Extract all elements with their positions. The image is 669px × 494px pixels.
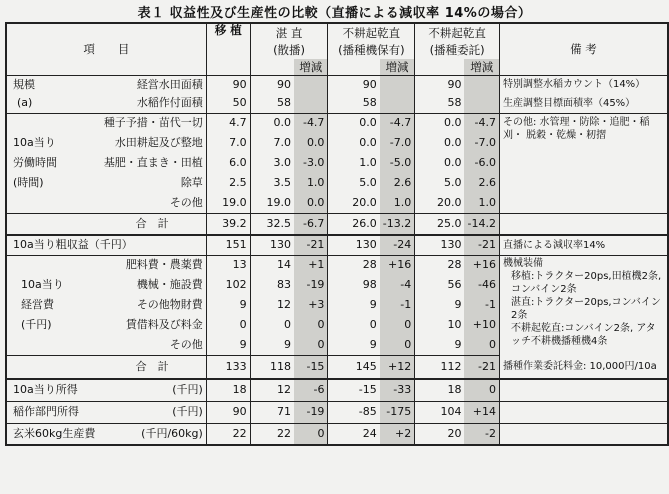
cell: 20 bbox=[415, 423, 465, 445]
cell: 118 bbox=[250, 355, 294, 379]
cell: 9 bbox=[206, 295, 250, 315]
cell-change: -33 bbox=[380, 379, 415, 401]
header-notill-outsourced-1: 不耕起乾直 bbox=[415, 23, 500, 41]
cell-change: +14 bbox=[464, 401, 499, 423]
cell-change: -21 bbox=[294, 235, 328, 255]
cell-change: 0 bbox=[380, 315, 415, 335]
cell: 7.0 bbox=[206, 133, 250, 153]
cost-label-2: 経営費 bbox=[21, 298, 54, 311]
header-remarks: 備 考 bbox=[499, 23, 668, 75]
cost-remark-transplant: 移植:トラクター20ps,田植機2条,コンバイン2条 bbox=[510, 270, 662, 295]
row-name: 水稲作付面積 bbox=[98, 94, 206, 113]
header-transplant: 移 植 bbox=[206, 23, 250, 75]
comparison-table bbox=[5, 22, 669, 446]
cell-change: -24 bbox=[380, 235, 415, 255]
cell-change: 0 bbox=[380, 335, 415, 355]
cell: -15 bbox=[328, 379, 380, 401]
cell: -85 bbox=[328, 401, 380, 423]
cell: 90 bbox=[206, 75, 250, 94]
cell: 98 bbox=[328, 275, 380, 295]
cell: 90 bbox=[250, 75, 294, 94]
cell-change: 1.0 bbox=[380, 193, 415, 213]
cell: 9 bbox=[415, 335, 465, 355]
cell: 58 bbox=[328, 94, 380, 113]
cell: 3.0 bbox=[250, 153, 294, 173]
cost-label-3: (千円) bbox=[21, 318, 52, 331]
cell-change bbox=[380, 75, 415, 94]
cell-change: 1.0 bbox=[294, 173, 328, 193]
labor-remark: その他: 水管理・防除・追肥・稲刈・ 脱穀・乾燥・籾摺 bbox=[499, 113, 668, 213]
cell: 19.0 bbox=[206, 193, 250, 213]
header-flooded-direct-1: 湛 直 bbox=[250, 23, 328, 41]
income-label: 10a当り所得 bbox=[6, 379, 98, 401]
cell: 5.0 bbox=[415, 173, 465, 193]
cell: 0 bbox=[328, 315, 380, 335]
cell: 18 bbox=[415, 379, 465, 401]
cell-change: -19 bbox=[294, 275, 328, 295]
cell: 56 bbox=[415, 275, 465, 295]
header-change: 増減 bbox=[380, 59, 415, 75]
cell: 25.0 bbox=[415, 213, 465, 235]
labor-total-label: 合 計 bbox=[98, 213, 206, 235]
cell-change: -1 bbox=[380, 295, 415, 315]
cell-change: -7.0 bbox=[464, 133, 499, 153]
cell: 90 bbox=[328, 75, 380, 94]
cell-change bbox=[380, 94, 415, 113]
row-name: 基肥・直まき・田植 bbox=[103, 156, 203, 169]
production-unit: (千円/60kg) bbox=[141, 426, 203, 440]
cell-change: -15 bbox=[294, 355, 328, 379]
cell: 39.2 bbox=[206, 213, 250, 235]
cell-change: 0 bbox=[294, 315, 328, 335]
cell: 14 bbox=[250, 255, 294, 275]
cell-change: -4 bbox=[380, 275, 415, 295]
cell-change: +2 bbox=[380, 423, 415, 445]
cell-change: +12 bbox=[380, 355, 415, 379]
cell: 20.0 bbox=[415, 193, 465, 213]
cell-change: -2 bbox=[464, 423, 499, 445]
sector-label: 稲作部門所得 bbox=[6, 401, 98, 423]
cell: 12 bbox=[250, 379, 294, 401]
cell: 112 bbox=[415, 355, 465, 379]
cell: 4.7 bbox=[206, 113, 250, 133]
cell-change bbox=[464, 94, 499, 113]
cell: 10 bbox=[415, 315, 465, 335]
scale-unit: (a) bbox=[6, 94, 98, 113]
cell: 71 bbox=[250, 401, 294, 423]
cell-change: +3 bbox=[294, 295, 328, 315]
cell-change: -4.7 bbox=[464, 113, 499, 133]
cell-change: 0 bbox=[294, 423, 328, 445]
cell: 19.0 bbox=[250, 193, 294, 213]
cell: 83 bbox=[250, 275, 294, 295]
header-change: 増減 bbox=[294, 59, 328, 75]
cell: 28 bbox=[415, 255, 465, 275]
cell-change: -175 bbox=[380, 401, 415, 423]
cell-change: -3.0 bbox=[294, 153, 328, 173]
cell: 13 bbox=[206, 255, 250, 275]
cell-change: 0.0 bbox=[294, 193, 328, 213]
header-notill-outsourced-2: (播種委託) bbox=[415, 41, 500, 59]
cell: 58 bbox=[415, 94, 465, 113]
cell-change bbox=[294, 75, 328, 94]
cell: 7.0 bbox=[250, 133, 294, 153]
row-name: 肥料費・農薬費 bbox=[125, 258, 203, 272]
cell-change: -6 bbox=[294, 379, 328, 401]
cell: 5.0 bbox=[328, 173, 380, 193]
header-flooded-direct-2: (散播) bbox=[250, 41, 328, 59]
cell-change: +16 bbox=[464, 255, 499, 275]
row-name: 除草 bbox=[180, 176, 203, 189]
sector-unit: (千円) bbox=[98, 401, 206, 423]
cell: 0.0 bbox=[415, 113, 465, 133]
production-label: 玄米60kg生産費 bbox=[13, 426, 96, 440]
cell: 1.0 bbox=[328, 153, 380, 173]
cost-remark-notill: 不耕起乾直:コンバイン2条, アタッチ不耕機播種機4条 bbox=[510, 322, 656, 347]
cell-change: 2.6 bbox=[380, 173, 415, 193]
cell-change: 1.0 bbox=[464, 193, 499, 213]
cell: 0 bbox=[250, 315, 294, 335]
cell: 28 bbox=[328, 255, 380, 275]
cell: 133 bbox=[206, 355, 250, 379]
cell: 2.5 bbox=[206, 173, 250, 193]
cell-change: -7.0 bbox=[380, 133, 415, 153]
cell: 9 bbox=[250, 335, 294, 355]
cell: 18 bbox=[206, 379, 250, 401]
cell: 58 bbox=[250, 94, 294, 113]
cell: 6.0 bbox=[206, 153, 250, 173]
header-change: 増減 bbox=[464, 59, 499, 75]
cell: 130 bbox=[250, 235, 294, 255]
cell: 9 bbox=[206, 335, 250, 355]
header-notill-owned-1: 不耕起乾直 bbox=[328, 23, 415, 41]
cell-change: 0 bbox=[294, 335, 328, 355]
cell: 9 bbox=[415, 295, 465, 315]
cell-change: +10 bbox=[464, 315, 499, 335]
labor-label-1: 10a当り bbox=[13, 136, 56, 149]
remark: 生産調整目標面積率（45%） bbox=[499, 94, 668, 113]
table-title: 表１ 収益性及び生産性の比較（直播による減収率 14%の場合） bbox=[137, 6, 532, 21]
cell: 9 bbox=[328, 295, 380, 315]
cell-change: -21 bbox=[464, 355, 499, 379]
cell-change: -4.7 bbox=[380, 113, 415, 133]
gross-label: 10a当り粗収益（千円） bbox=[6, 235, 206, 255]
cell: 26.0 bbox=[328, 213, 380, 235]
cell: 12 bbox=[250, 295, 294, 315]
cell: 0 bbox=[206, 315, 250, 335]
cell: 90 bbox=[206, 401, 250, 423]
cell: 130 bbox=[415, 235, 465, 255]
cell-change: +1 bbox=[294, 255, 328, 275]
header-item: 項 目 bbox=[6, 23, 206, 75]
cell: 9 bbox=[328, 335, 380, 355]
cell: 0.0 bbox=[328, 113, 380, 133]
cell-change: -6.0 bbox=[464, 153, 499, 173]
cell: 0.0 bbox=[328, 133, 380, 153]
cell: 22 bbox=[250, 423, 294, 445]
labor-label-2: 労働時間 bbox=[13, 156, 57, 169]
cell-change: -46 bbox=[464, 275, 499, 295]
fee-remark: 播種作業委託料金: 10,000円/10a bbox=[499, 355, 668, 379]
cell: 0.0 bbox=[250, 113, 294, 133]
row-name: 賃借料及び料金 bbox=[125, 318, 203, 331]
cost-label-1: 10a当り bbox=[21, 278, 64, 291]
row-name: その他物財費 bbox=[136, 298, 203, 311]
cell: 0.0 bbox=[415, 133, 465, 153]
cell-change bbox=[464, 75, 499, 94]
cell: 90 bbox=[415, 75, 465, 94]
row-name: その他 bbox=[98, 193, 206, 213]
remark: 特別調整水稲カウント（14%） bbox=[499, 75, 668, 94]
cell: 0.0 bbox=[415, 153, 465, 173]
cell: 22 bbox=[206, 423, 250, 445]
row-name: 種子予措・苗代一切 bbox=[103, 116, 203, 130]
cell-change bbox=[294, 94, 328, 113]
cell-change: 2.6 bbox=[464, 173, 499, 193]
cell-change: +16 bbox=[380, 255, 415, 275]
labor-label-3: (時間) bbox=[13, 176, 44, 189]
cost-remark-flooded: 湛直:トラクター20ps,コンバイン2条 bbox=[510, 296, 661, 321]
cell: 24 bbox=[328, 423, 380, 445]
cell-change: -1 bbox=[464, 295, 499, 315]
cell-change: -14.2 bbox=[464, 213, 499, 235]
cell-change: -6.7 bbox=[294, 213, 328, 235]
cell: 104 bbox=[415, 401, 465, 423]
cell: 145 bbox=[328, 355, 380, 379]
gross-remark: 直播による減収率14% bbox=[499, 235, 668, 255]
cell-change: -5.0 bbox=[380, 153, 415, 173]
cell: 32.5 bbox=[250, 213, 294, 235]
row-name: その他 bbox=[98, 335, 206, 355]
cost-total-label: 合 計 bbox=[98, 355, 206, 379]
row-name: 水田耕起及び整地 bbox=[114, 136, 203, 149]
cell-change: -13.2 bbox=[380, 213, 415, 235]
cell: 20.0 bbox=[328, 193, 380, 213]
cell-change: -4.7 bbox=[294, 113, 328, 133]
cell: 50 bbox=[206, 94, 250, 113]
cell-change: 0.0 bbox=[294, 133, 328, 153]
cell-change: -21 bbox=[464, 235, 499, 255]
cell: 130 bbox=[328, 235, 380, 255]
cell: 102 bbox=[206, 275, 250, 295]
income-unit: (千円) bbox=[98, 379, 206, 401]
row-name: 経営水田面積 bbox=[136, 77, 203, 91]
cell: 3.5 bbox=[250, 173, 294, 193]
scale-label: 規模 bbox=[13, 77, 35, 91]
cell: 151 bbox=[206, 235, 250, 255]
row-name: 機械・施設費 bbox=[136, 278, 203, 291]
cost-remark-title: 機械装備 bbox=[502, 257, 543, 269]
cell-change: 0 bbox=[464, 379, 499, 401]
cell-change: 0 bbox=[464, 335, 499, 355]
header-notill-owned-2: (播種機保有) bbox=[328, 41, 415, 59]
cell-change: -19 bbox=[294, 401, 328, 423]
